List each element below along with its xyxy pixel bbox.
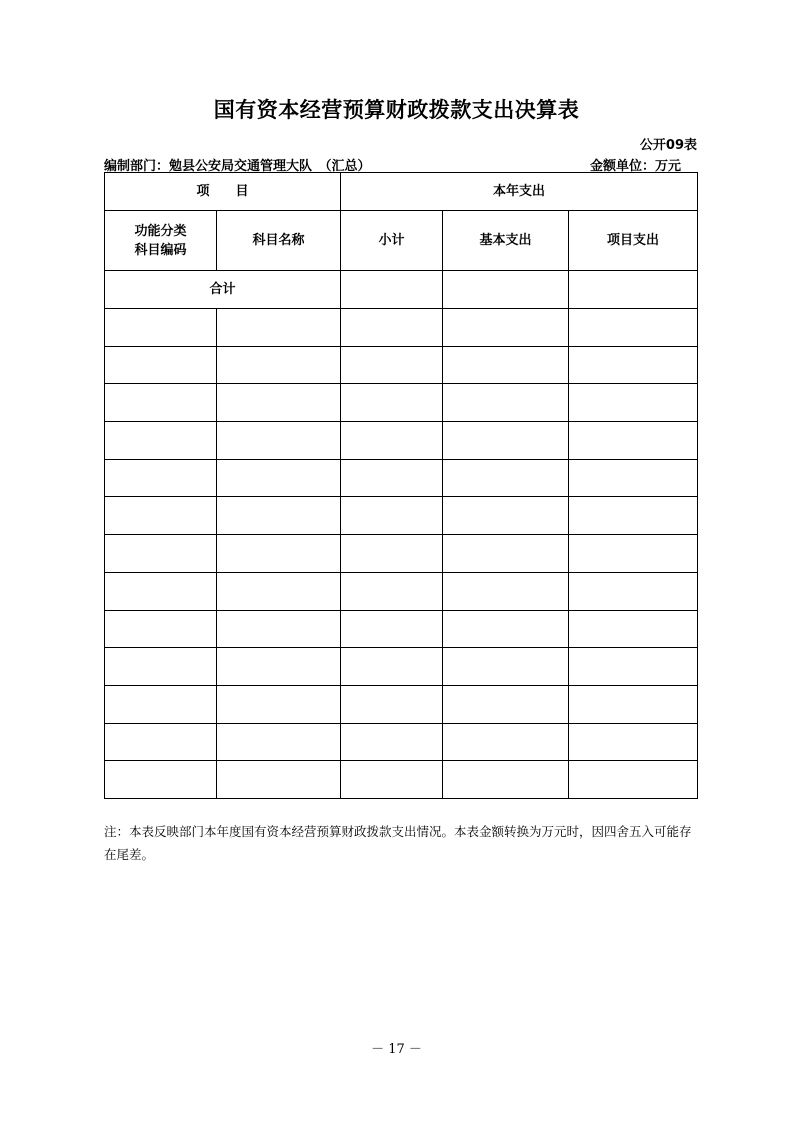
total-label-cell: 合计 xyxy=(105,271,341,309)
basic-cell xyxy=(443,535,569,573)
code-cell xyxy=(105,610,217,648)
subtotal-cell xyxy=(341,572,443,610)
header-row-2 xyxy=(105,211,698,271)
header-item-cell: 项 目 xyxy=(105,173,341,211)
table-row xyxy=(105,384,698,422)
name-cell xyxy=(217,610,341,648)
code-cell xyxy=(105,535,217,573)
code-cell xyxy=(105,346,217,384)
table-row xyxy=(105,497,698,535)
name-cell xyxy=(217,309,341,347)
subtotal-cell xyxy=(341,761,443,799)
subtotal-cell xyxy=(341,685,443,723)
header-expense-cell: 本年支出 xyxy=(341,173,698,211)
basic-cell xyxy=(443,384,569,422)
basic-cell xyxy=(443,497,569,535)
subtotal-cell xyxy=(341,610,443,648)
name-cell xyxy=(217,723,341,761)
name-cell xyxy=(217,459,341,497)
project-cell xyxy=(569,422,698,460)
code-cell xyxy=(105,572,217,610)
total-subtotal-cell xyxy=(341,271,443,309)
basic-cell xyxy=(443,685,569,723)
header-code-cell xyxy=(105,211,217,271)
table-row xyxy=(105,685,698,723)
basic-cell xyxy=(443,761,569,799)
table-row xyxy=(105,648,698,686)
page-number: － 17 － xyxy=(371,1042,422,1057)
page-title: 国有资本经营预算财政拨款支出决算表 xyxy=(213,98,580,122)
header-project-cell: 项目支出 xyxy=(569,211,698,271)
header-basic-cell: 基本支出 xyxy=(443,211,569,271)
code-cell xyxy=(105,422,217,460)
project-cell xyxy=(569,384,698,422)
subtotal-cell xyxy=(341,497,443,535)
subtotal-cell xyxy=(341,384,443,422)
code-cell xyxy=(105,761,217,799)
basic-cell xyxy=(443,610,569,648)
code-cell xyxy=(105,723,217,761)
basic-cell xyxy=(443,648,569,686)
code-cell xyxy=(105,648,217,686)
project-cell xyxy=(569,459,698,497)
name-cell xyxy=(217,422,341,460)
basic-cell xyxy=(443,309,569,347)
subtotal-cell xyxy=(341,459,443,497)
subtotal-cell xyxy=(341,309,443,347)
project-cell xyxy=(569,761,698,799)
total-row xyxy=(105,271,698,309)
table-row xyxy=(105,761,698,799)
basic-cell xyxy=(443,572,569,610)
project-cell xyxy=(569,572,698,610)
project-cell xyxy=(569,535,698,573)
name-cell xyxy=(217,497,341,535)
code-cell xyxy=(105,384,217,422)
name-cell xyxy=(217,685,341,723)
table-row xyxy=(105,309,698,347)
table-row xyxy=(105,572,698,610)
table-row xyxy=(105,535,698,573)
table-row xyxy=(105,346,698,384)
total-basic-cell xyxy=(443,271,569,309)
compiling-department: 编制部门：勉县公安局交通管理大队 （汇总） xyxy=(104,159,371,174)
code-cell xyxy=(105,497,217,535)
header-row-1 xyxy=(105,173,698,211)
code-cell xyxy=(105,685,217,723)
amount-unit: 金额单位：万元 xyxy=(589,159,681,174)
project-cell xyxy=(569,648,698,686)
name-cell xyxy=(217,384,341,422)
subtotal-cell xyxy=(341,723,443,761)
header-subtotal-cell: 小计 xyxy=(341,211,443,271)
table-row xyxy=(105,422,698,460)
project-cell xyxy=(569,723,698,761)
project-cell xyxy=(569,309,698,347)
project-cell xyxy=(569,346,698,384)
expenditure-table xyxy=(104,172,698,799)
name-cell xyxy=(217,648,341,686)
name-cell xyxy=(217,572,341,610)
subtotal-cell xyxy=(341,648,443,686)
form-number: 公开09表 xyxy=(639,138,697,153)
subtotal-cell xyxy=(341,535,443,573)
subtotal-cell xyxy=(341,422,443,460)
footnote: 注：本表反映部门本年度国有资本经营预算财政拨款支出情况。本表金额转换为万元时，因四舍五入可能存在尾差。 xyxy=(104,824,692,862)
basic-cell xyxy=(443,422,569,460)
name-cell xyxy=(217,346,341,384)
code-cell xyxy=(105,459,217,497)
basic-cell xyxy=(443,346,569,384)
name-cell xyxy=(217,535,341,573)
basic-cell xyxy=(443,459,569,497)
total-project-cell xyxy=(569,271,698,309)
header-name-cell: 科目名称 xyxy=(217,211,341,271)
project-cell xyxy=(569,685,698,723)
basic-cell xyxy=(443,723,569,761)
table-row xyxy=(105,723,698,761)
code-cell xyxy=(105,309,217,347)
table-row xyxy=(105,459,698,497)
table-row xyxy=(105,610,698,648)
header-code-line2: 科目编码 xyxy=(134,242,187,258)
subtotal-cell xyxy=(341,346,443,384)
header-code-line1: 功能分类 xyxy=(134,223,187,239)
project-cell xyxy=(569,497,698,535)
project-cell xyxy=(569,610,698,648)
name-cell xyxy=(217,761,341,799)
